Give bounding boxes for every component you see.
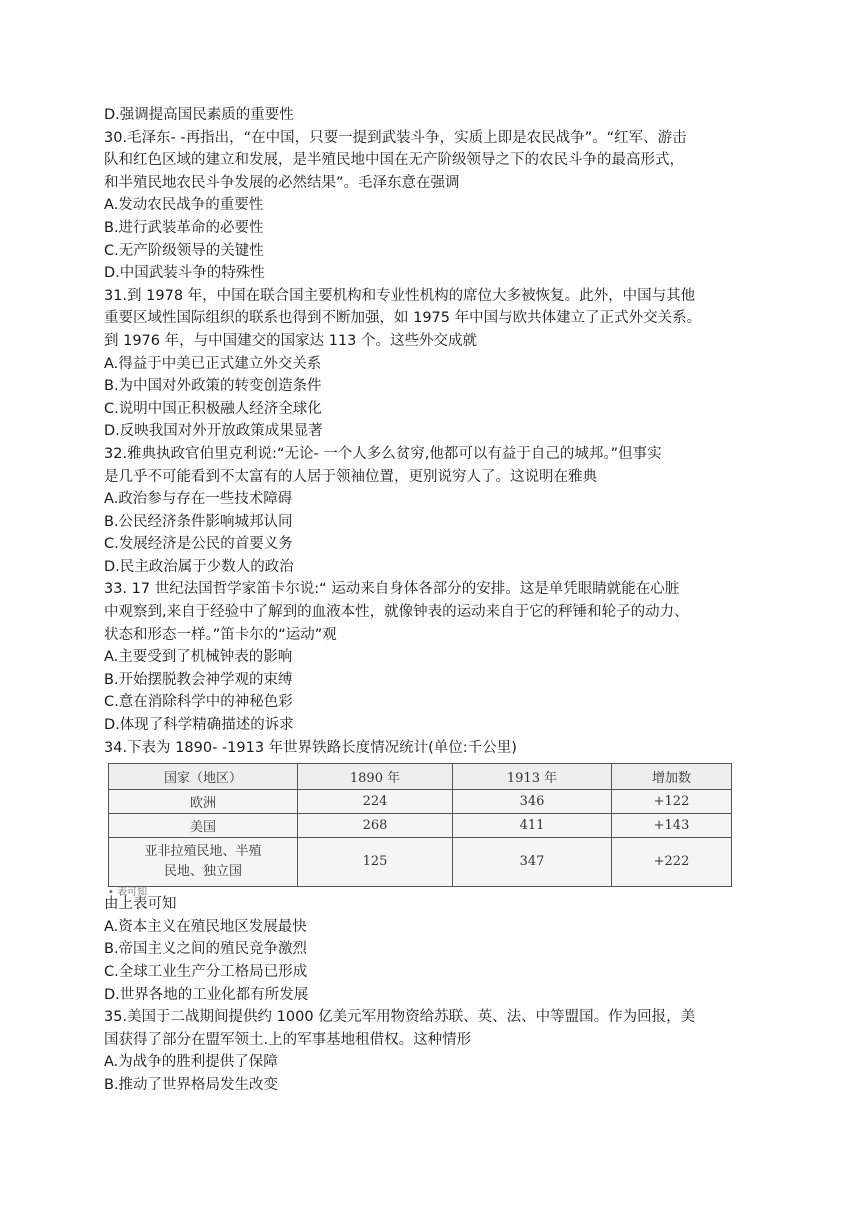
q32-option-b: B.公民经济条件影响城邦认同 bbox=[104, 513, 293, 530]
q33-option-b: B.开始摆脱教会神学观的束缚 bbox=[104, 671, 293, 688]
q33-option-a: A.主要受到了机械钟表的影响 bbox=[104, 649, 293, 666]
q31-option-b: B.为中国对外政策的转变创造条件 bbox=[104, 378, 322, 395]
q30-option-b: B.进行武装革命的必要性 bbox=[104, 219, 264, 236]
q32-option-c: C.发展经济是公民的首要义务 bbox=[104, 536, 293, 553]
table-cell: 346 bbox=[453, 790, 612, 814]
table-cell: 347 bbox=[453, 838, 612, 887]
q34-option-c: C.全球工业生产分工格局已形成 bbox=[104, 964, 308, 980]
table-cell: 411 bbox=[453, 814, 612, 838]
question-32 bbox=[104, 443, 744, 579]
table-row bbox=[109, 790, 732, 814]
table-header-cell: 1890 年 bbox=[298, 764, 453, 790]
q32-option-a: A.政治参与存在一些技术障碍 bbox=[104, 491, 293, 508]
table-row bbox=[109, 814, 732, 838]
q29-option-d: D.强调提高国民素质的重要性 bbox=[104, 107, 294, 123]
q35-stem-line: 国获得了部分在盟军领土.上的军事基地租借权。这种情形 bbox=[104, 1031, 472, 1048]
q32-stem-line: 是几乎不可能看到不太富有的人居于领袖位置，更别说穷人了。这说明在雅典 bbox=[104, 468, 597, 485]
q31-option-a: A.得益于中美已正式建立外交关系 bbox=[104, 355, 322, 372]
table-header-row bbox=[109, 764, 732, 790]
table-header-cell: 国家（地区） bbox=[109, 764, 298, 790]
cut-text: • 表可知 bbox=[108, 887, 148, 899]
table-header-cell: 1913 年 bbox=[453, 764, 612, 790]
q33-stem-line: 状态和形态一样。”笛卡尔的“运动”观 bbox=[104, 626, 337, 643]
q35-option-b: B.推动了世界格局发生改变 bbox=[104, 1076, 279, 1093]
q34-option-d: D.世界各地的工业化都有所发展 bbox=[104, 986, 309, 1003]
question-content bbox=[104, 104, 744, 1097]
q33-option-c: C.意在消除科学中的神秘色彩 bbox=[104, 694, 293, 711]
table-cut-residue bbox=[104, 887, 744, 899]
q35-stem-line: 35.美国于二战期间提供约 1000 亿美元军用物资给苏联、英、法、中等盟国。作为回报，美 bbox=[104, 1009, 696, 1026]
table-cell: 268 bbox=[298, 814, 453, 838]
table-cell-region bbox=[109, 838, 298, 887]
table-row bbox=[109, 838, 732, 887]
q33-stem-line: 33. 17 世纪法国哲学家笛卡尔说:“ 运动来自身体各部分的安排。这是单凭眼睛就能在心脏 bbox=[104, 581, 680, 598]
q31-stem-line: 31.到 1978 年，中国在联合国主要机构和专业性机构的席位大多被恢复。此外，中国与其他 bbox=[104, 287, 696, 304]
q32-option-d: D.民主政治属于少数人的政治 bbox=[104, 558, 294, 575]
q34-followup: 由上表可知 bbox=[104, 896, 177, 913]
q31-option-c: C.说明中国正积极融人经济全球化 bbox=[104, 400, 322, 417]
q31-stem-line: 重要区域性国际组织的联系也得到不断加强，如 1975 年中国与欧共体建立了正式外交关系。 bbox=[104, 310, 702, 327]
q33-option-d: D.体现了科学精确描述的诉求 bbox=[104, 717, 294, 734]
q31-stem-line: 到 1976 年，与中国建交的国家达 113 个。这些外交成就 bbox=[104, 332, 478, 349]
question-31 bbox=[104, 285, 744, 443]
q30-stem-line: 和半殖民地农民斗争发展的必然结果”。毛泽东意在强调 bbox=[104, 174, 460, 191]
q34-option-b: B.帝国主义之间的殖民竞争激烈 bbox=[104, 941, 308, 958]
question-34 bbox=[104, 737, 744, 1007]
q32-stem-line: 32.雅典执政官伯里克利说:“无论- 一个人多么贫穷,他都可以有益于自己的城邦。”但事实 bbox=[104, 445, 662, 462]
table-cell: 欧洲 bbox=[109, 790, 298, 814]
q30-option-c: C.无产阶级领导的关键性 bbox=[104, 242, 264, 259]
region-label-line: 亚非拉殖民地、半殖 bbox=[144, 844, 262, 860]
question-33 bbox=[104, 578, 744, 736]
q35-option-a: A.为战争的胜利提供了保障 bbox=[104, 1054, 278, 1071]
table-cell: 224 bbox=[298, 790, 453, 814]
question-30 bbox=[104, 127, 744, 285]
table-cell: +122 bbox=[612, 790, 732, 814]
table-header-cell: 增加数 bbox=[612, 764, 732, 790]
q30-option-d: D.中国武装斗争的特殊性 bbox=[104, 265, 265, 282]
region-label-line: 民地、独立国 bbox=[163, 864, 242, 880]
table-cell: 125 bbox=[298, 838, 453, 887]
railway-table bbox=[108, 763, 732, 887]
q30-stem-line: 30.毛泽东- -再指出，“在中国，只要一提到武装斗争，实质上即是农民战争”。“红军、游击 bbox=[104, 129, 687, 146]
q34-stem: 34.下表为 1890- -1913 年世界铁路长度情况统计(单位:千公里) bbox=[104, 739, 517, 756]
q30-option-a: A.发动农民战争的重要性 bbox=[104, 197, 264, 214]
question-35 bbox=[104, 1006, 744, 1096]
table-cell: 美国 bbox=[109, 814, 298, 838]
q33-stem-line: 中观察到,来自于经验中了解到的血液本性，就像钟表的运动来自于它的秤锤和轮子的动力、 bbox=[104, 604, 689, 621]
q34-option-a: A.资本主义在殖民地区发展最快 bbox=[104, 918, 307, 935]
table-cell: +143 bbox=[612, 814, 732, 838]
table-cell: +222 bbox=[612, 838, 732, 887]
q30-stem-line: 队和红色区域的建立和发展，是半殖民地中国在无产阶级领导之下的农民斗争的最高形式， bbox=[104, 152, 684, 169]
q31-option-d: D.反映我国对外开放政策成果显著 bbox=[104, 423, 323, 440]
